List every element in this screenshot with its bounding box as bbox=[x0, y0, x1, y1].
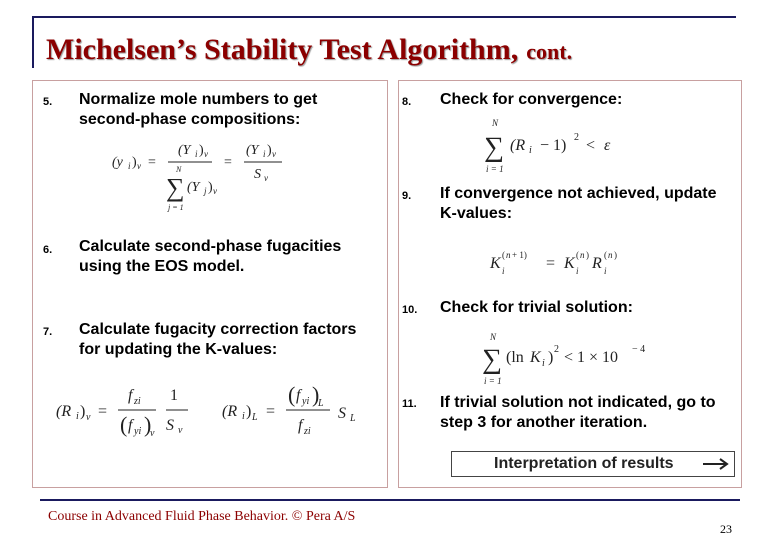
svg-text:i: i bbox=[576, 266, 579, 276]
convergence-equation bbox=[482, 114, 642, 185]
svg-text:f: f bbox=[298, 417, 303, 434]
k-value-update-equation bbox=[488, 244, 648, 285]
svg-text:f: f bbox=[296, 387, 301, 404]
svg-text:): ) bbox=[199, 143, 204, 158]
step-text-11: If trivial solution not indicated, go to step 3 for another iteration. bbox=[440, 394, 716, 431]
svg-text:n: n bbox=[580, 250, 585, 260]
svg-text:(: ( bbox=[288, 382, 296, 407]
svg-text:i: i bbox=[263, 149, 266, 159]
svg-text:): ) bbox=[614, 250, 617, 260]
svg-text:L: L bbox=[350, 413, 356, 424]
interpretation-of-results-button[interactable] bbox=[451, 451, 735, 477]
step-text-5: Normalize mole numbers to get second-phase compositions: bbox=[79, 91, 318, 128]
svg-text:− 4: − 4 bbox=[632, 344, 646, 355]
svg-text:∑: ∑ bbox=[166, 173, 185, 202]
svg-text:K: K bbox=[530, 349, 541, 366]
title-suffix: cont. bbox=[526, 39, 573, 64]
svg-text:): ) bbox=[548, 349, 554, 366]
step-number-9: 9. bbox=[402, 190, 412, 202]
fugacity-correction-equation bbox=[52, 378, 372, 447]
step-number-8: 8. bbox=[402, 96, 412, 108]
svg-text:=: = bbox=[148, 155, 156, 170]
svg-text:f: f bbox=[128, 417, 133, 434]
page-number: 23 bbox=[720, 522, 732, 536]
svg-text:v: v bbox=[137, 161, 141, 171]
svg-text:i = 1: i = 1 bbox=[486, 164, 504, 174]
svg-text:<: < bbox=[586, 137, 596, 154]
svg-text:): ) bbox=[312, 382, 320, 407]
svg-text:i: i bbox=[542, 358, 545, 369]
svg-text:2: 2 bbox=[574, 132, 579, 143]
svg-text:(Y: (Y bbox=[178, 143, 191, 158]
svg-text:S: S bbox=[166, 417, 174, 434]
step-number-6: 6. bbox=[43, 244, 53, 256]
svg-text:(R: (R bbox=[510, 137, 526, 154]
svg-text:L: L bbox=[318, 398, 324, 409]
svg-text:1: 1 bbox=[170, 387, 178, 404]
svg-text:L: L bbox=[252, 412, 258, 423]
svg-text:v: v bbox=[213, 186, 217, 196]
svg-text:): ) bbox=[586, 250, 589, 260]
svg-text:): ) bbox=[267, 143, 272, 158]
step-number-10: 10. bbox=[402, 304, 418, 316]
svg-text:f: f bbox=[128, 387, 133, 404]
svg-text:): ) bbox=[246, 403, 252, 420]
step-text-10: Check for trivial solution: bbox=[440, 299, 633, 316]
svg-text:i: i bbox=[128, 161, 131, 171]
svg-text:S: S bbox=[254, 167, 261, 182]
svg-text:=: = bbox=[98, 403, 108, 420]
svg-text:v: v bbox=[150, 428, 155, 439]
svg-text:n: n bbox=[506, 250, 511, 260]
svg-text:j = 1: j = 1 bbox=[168, 203, 184, 212]
trivial-solution-equation bbox=[480, 330, 680, 393]
step-number-7: 7. bbox=[43, 326, 53, 338]
step-text-6: Calculate second-phase fugacities using the EOS model. bbox=[79, 238, 342, 275]
svg-text:R: R bbox=[592, 255, 602, 272]
svg-text:v: v bbox=[264, 173, 268, 183]
step-number-11: 11. bbox=[402, 398, 417, 410]
svg-text:i: i bbox=[76, 411, 79, 422]
svg-text:∑: ∑ bbox=[484, 132, 504, 163]
svg-text:n: n bbox=[608, 250, 613, 260]
interpretation-button-label: Interpretation of results bbox=[494, 455, 674, 472]
svg-text:+ 1): + 1) bbox=[512, 250, 527, 260]
svg-text:i: i bbox=[529, 145, 532, 156]
svg-text:): ) bbox=[132, 155, 137, 170]
svg-text:K: K bbox=[490, 255, 501, 272]
footer-rule bbox=[40, 499, 740, 501]
svg-text:(ln: (ln bbox=[506, 349, 524, 366]
svg-text:=: = bbox=[266, 403, 276, 420]
step-number-5: 5. bbox=[43, 96, 53, 108]
svg-text:): ) bbox=[144, 412, 152, 437]
svg-text:N: N bbox=[490, 332, 497, 342]
svg-text:− 1): − 1) bbox=[540, 137, 567, 154]
svg-text:v: v bbox=[86, 412, 91, 423]
svg-text:zi: zi bbox=[134, 396, 141, 407]
svg-text:(: ( bbox=[502, 250, 505, 260]
svg-text:N: N bbox=[492, 118, 499, 128]
svg-text:zi: zi bbox=[304, 426, 311, 437]
svg-text:yi: yi bbox=[302, 396, 310, 407]
svg-text:i: i bbox=[242, 411, 245, 422]
svg-text:yi: yi bbox=[134, 426, 142, 437]
svg-text:(Y: (Y bbox=[246, 143, 259, 158]
slide-title bbox=[46, 30, 572, 67]
svg-text:S: S bbox=[338, 405, 346, 422]
arrow-right-icon bbox=[702, 457, 730, 476]
normalize-equation bbox=[110, 136, 290, 221]
footer-text: Course in Advanced Fluid Phase Behavior. © Pera A/S bbox=[48, 509, 356, 524]
title-main: Michelsen’s Stability Test Algorithm, bbox=[46, 33, 519, 66]
step-text-8: Check for convergence: bbox=[440, 91, 623, 108]
step-text-7: Calculate fugacity correction factors for updating the K-values: bbox=[79, 321, 357, 358]
step-text-9: If convergence not achieved, update K-values: bbox=[440, 185, 717, 222]
svg-text:i: i bbox=[502, 266, 505, 276]
svg-text:(: ( bbox=[120, 412, 128, 437]
svg-text:j: j bbox=[204, 186, 207, 196]
svg-text:i: i bbox=[195, 149, 198, 159]
svg-text:(Y: (Y bbox=[187, 180, 200, 195]
svg-text:=: = bbox=[546, 255, 556, 272]
svg-text:v: v bbox=[272, 149, 276, 159]
svg-text:): ) bbox=[208, 180, 213, 195]
svg-text:2: 2 bbox=[554, 344, 559, 355]
svg-text:(: ( bbox=[576, 250, 579, 260]
svg-text:(R: (R bbox=[222, 403, 238, 420]
svg-text:i: i bbox=[604, 266, 607, 276]
svg-text:N: N bbox=[176, 165, 182, 174]
svg-text:): ) bbox=[80, 403, 86, 420]
svg-text:∑: ∑ bbox=[482, 344, 502, 375]
svg-text:ε: ε bbox=[604, 137, 611, 154]
svg-text:v: v bbox=[178, 425, 183, 436]
svg-text:(R: (R bbox=[56, 403, 72, 420]
svg-text:K: K bbox=[564, 255, 575, 272]
svg-text:(: ( bbox=[604, 250, 607, 260]
svg-text:=: = bbox=[224, 155, 232, 170]
svg-text:(y: (y bbox=[112, 155, 123, 170]
svg-text:< 1 × 10: < 1 × 10 bbox=[564, 349, 619, 366]
svg-text:i = 1: i = 1 bbox=[484, 376, 502, 386]
svg-text:v: v bbox=[204, 149, 208, 159]
